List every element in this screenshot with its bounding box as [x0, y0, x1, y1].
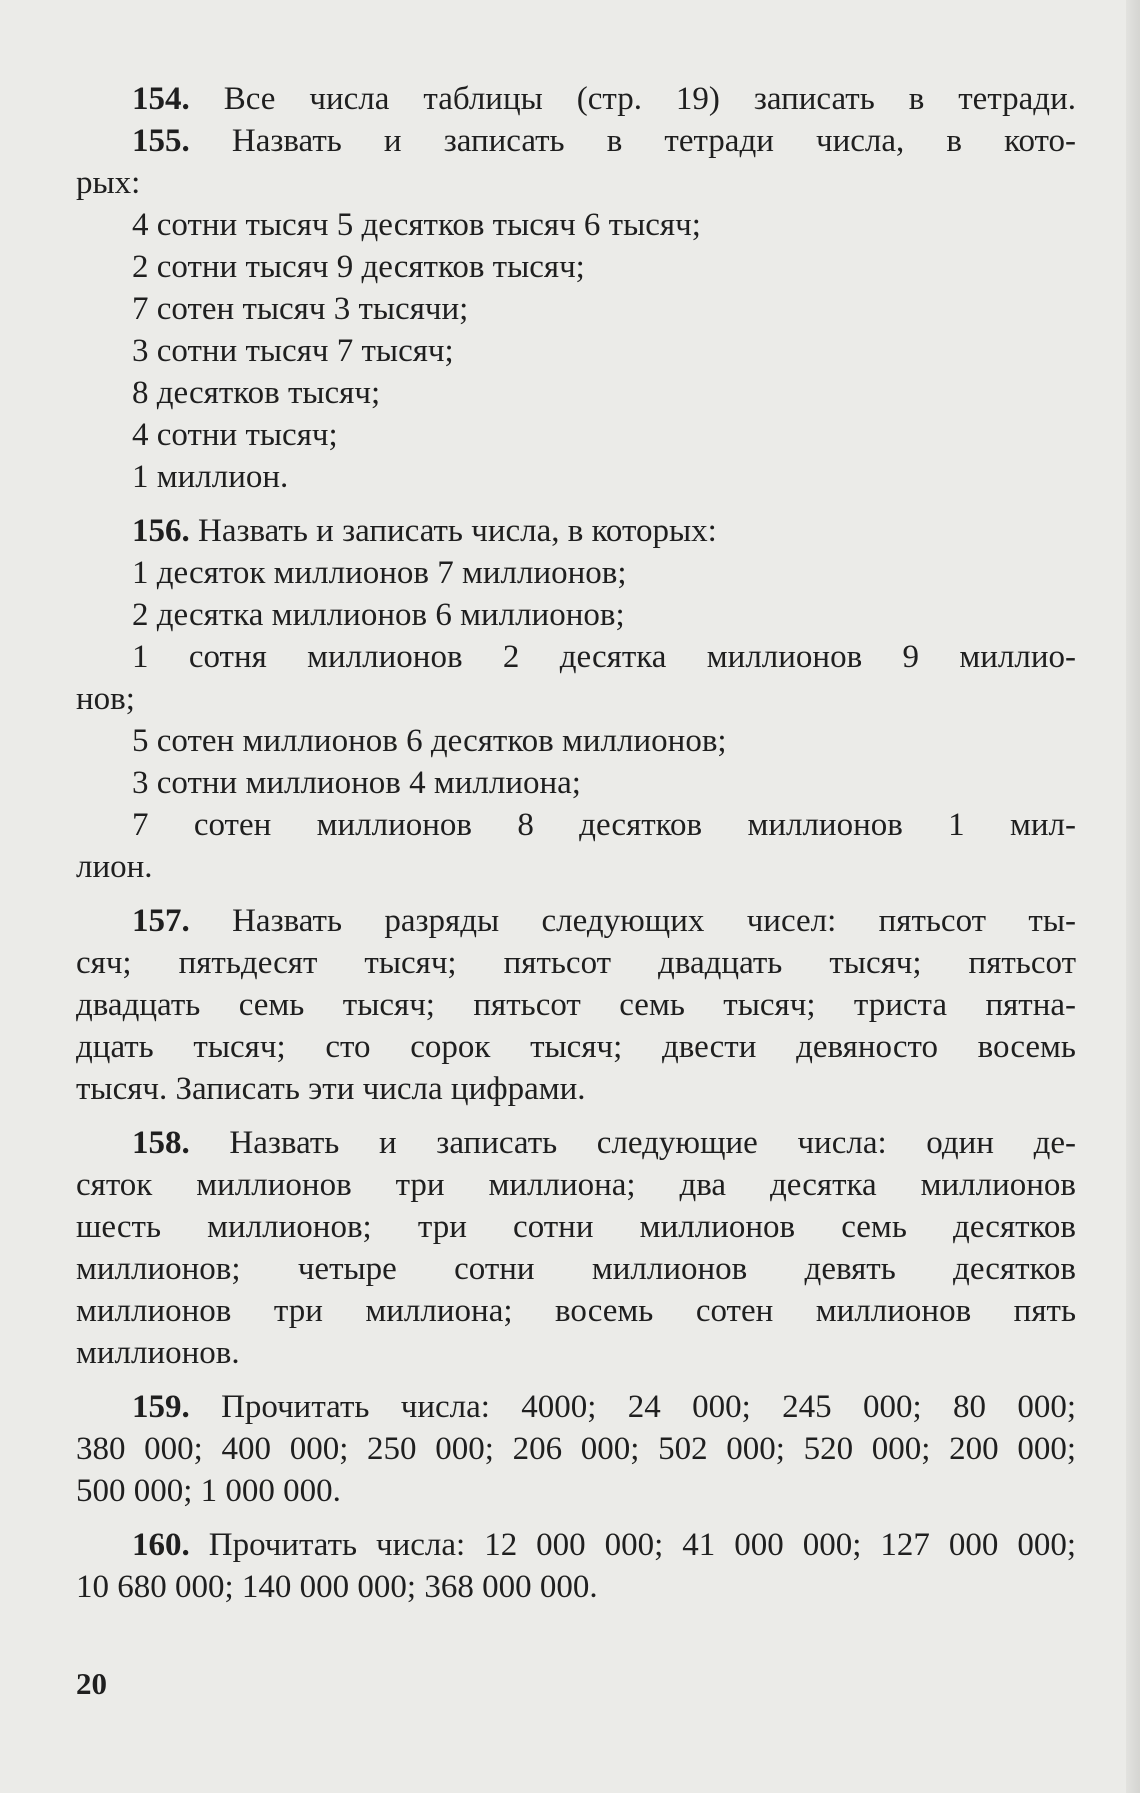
- exercise-number: 159.: [132, 1389, 190, 1425]
- exercise-line: шесть миллионов; три сотни миллионов семь десятков: [76, 1209, 1076, 1245]
- exercise-line: миллионов; четыре сотни миллионов девять десятков: [76, 1251, 1076, 1287]
- list-item: 1 сотня миллионов 2 десятка миллионов 9 миллио-: [132, 639, 1076, 675]
- list-item: 4 сотни тысяч 5 десятков тысяч 6 тысяч;: [132, 207, 701, 243]
- exercise-number: 158.: [132, 1125, 190, 1161]
- exercise-line: миллионов.: [76, 1335, 240, 1371]
- exercise-line: тысяч. Записать эти числа цифрами.: [76, 1071, 586, 1107]
- exercise-number: 155.: [132, 123, 190, 159]
- exercise-number: 157.: [132, 903, 190, 939]
- exercise-159: [76, 1386, 1076, 1512]
- exercise-158: [76, 1122, 1076, 1374]
- exercise-line: 159. Прочитать числа: 4000; 24 000; 245 000; 80 000;: [132, 1389, 1076, 1425]
- exercise-line: 154. Все числа таблицы (стр. 19) записать в тетради.: [132, 81, 1077, 117]
- exercise-157: [76, 900, 1076, 1110]
- list-item: 8 десятков тысяч;: [132, 375, 381, 411]
- page-content: [76, 78, 1076, 1608]
- exercise-line: 157. Назвать разряды следующих чисел: пятьсот ты-: [132, 903, 1076, 939]
- list-item: 3 сотни тысяч 7 тысяч;: [132, 333, 454, 369]
- exercise-line: 155. Назвать и записать в тетради числа, в кото-: [132, 123, 1076, 159]
- list-item: 7 сотен миллионов 8 десятков миллионов 1 мил-: [132, 807, 1076, 843]
- exercise-line: двадцать семь тысяч; пятьсот семь тысяч; триста пятна-: [76, 987, 1076, 1023]
- list-item: 1 миллион.: [132, 459, 289, 495]
- exercise-line: сяч; пятьдесят тысяч; пятьсот двадцать тысяч; пятьсот: [76, 945, 1076, 981]
- list-item: 4 сотни тысяч;: [132, 417, 338, 453]
- list-item: 2 сотни тысяч 9 десятков тысяч;: [132, 249, 585, 285]
- exercise-line: сяток миллионов три миллиона; два десятка миллионов: [76, 1167, 1076, 1203]
- exercise-155: [76, 120, 1076, 498]
- exercise-line: 160. Прочитать числа: 12 000 000; 41 000 000; 127 000 000;: [132, 1527, 1077, 1563]
- list-item: 3 сотни миллионов 4 миллиона;: [132, 765, 581, 801]
- exercise-line: 380 000; 400 000; 250 000; 206 000; 502 000; 520 000; 200 000;: [76, 1431, 1076, 1467]
- exercise-line: 500 000; 1 000 000.: [76, 1473, 341, 1509]
- exercise-line: рых:: [76, 165, 141, 201]
- exercise-154: [76, 78, 1076, 120]
- exercise-line: миллионов три миллиона; восемь сотен миллионов пять: [76, 1293, 1076, 1329]
- list-item: 7 сотен тысяч 3 тысячи;: [132, 291, 469, 327]
- list-item: нов;: [76, 681, 135, 717]
- list-item: 2 десятка миллионов 6 миллионов;: [132, 597, 625, 633]
- list-item: 1 десяток миллионов 7 миллионов;: [132, 555, 627, 591]
- page-number: 20: [76, 1666, 107, 1701]
- exercise-line: 156. Назвать и записать числа, в которых:: [132, 513, 717, 549]
- list-item: 5 сотен миллионов 6 десятков миллионов;: [132, 723, 727, 759]
- exercise-number: 156.: [132, 513, 190, 549]
- exercise-line: дцать тысяч; сто сорок тысяч; двести девяносто восемь: [76, 1029, 1076, 1065]
- exercise-number: 160.: [132, 1527, 190, 1563]
- list-item: лион.: [76, 849, 153, 885]
- page-edge-shadow: [1126, 0, 1140, 1793]
- exercise-line: 158. Назвать и записать следующие числа: один де-: [132, 1125, 1077, 1161]
- exercise-160: [76, 1524, 1076, 1608]
- exercise-number: 154.: [132, 81, 190, 117]
- exercise-156: [76, 510, 1076, 888]
- exercise-line: 10 680 000; 140 000 000; 368 000 000.: [76, 1569, 598, 1605]
